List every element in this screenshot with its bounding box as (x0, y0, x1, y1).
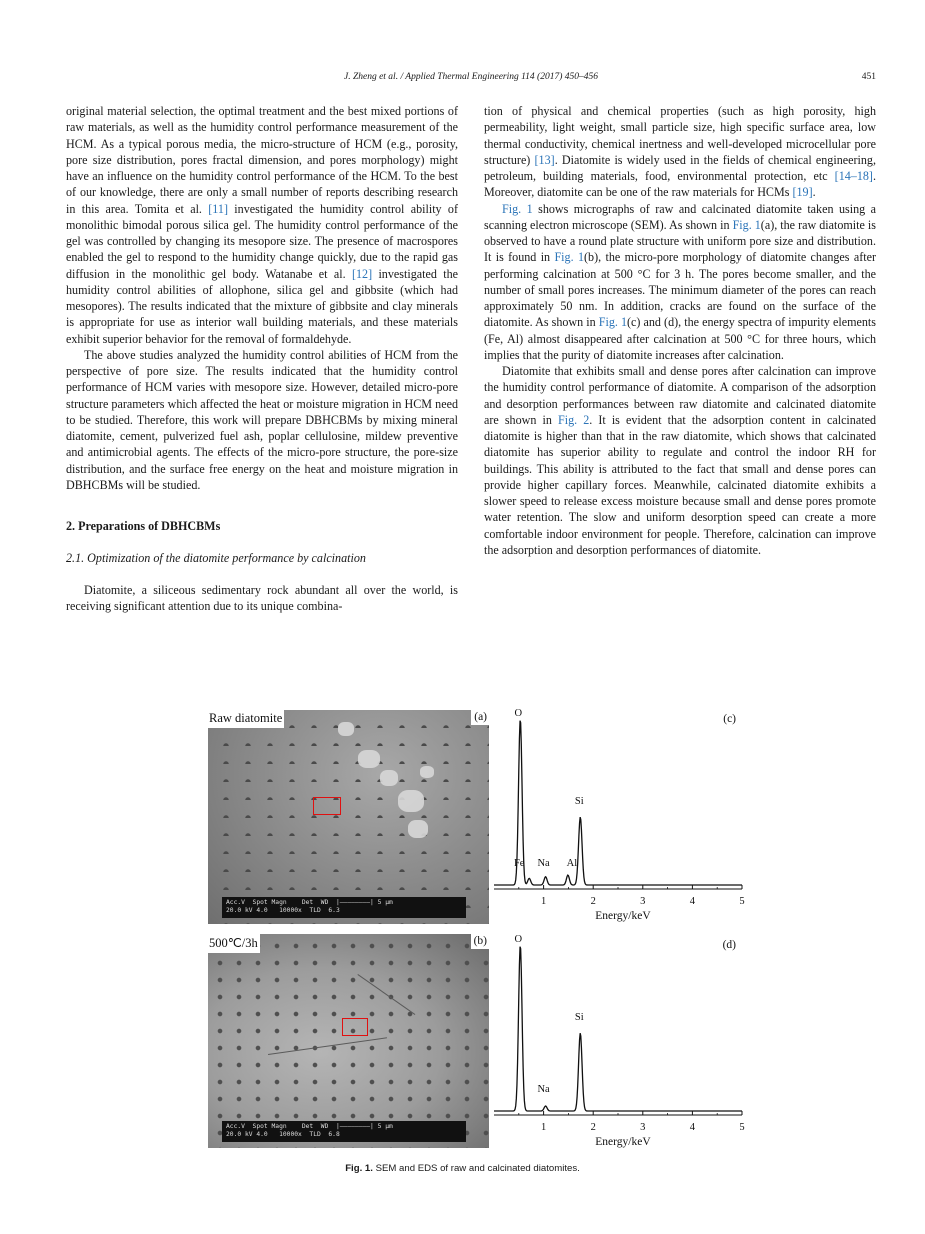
spectrum-line (494, 721, 742, 885)
spectrum-line (494, 947, 742, 1111)
citation-link[interactable]: [11] (208, 201, 228, 216)
text-run: (b), the micro-pore morphology of diatomite changes after performing calcination at 500 °C for 3 h. The pores become smaller, and the number of small pores increases. The minimum diameter of the pores can reach approximately 50 nm. In addition, cracks are found on the surface of the diatomite. As shown in (484, 250, 876, 330)
text-run: investigated the humidity control ability of monolithic bimodal porous silica gel. The humidity control performance of the gel was controlled by changing its mesopore size. The presence of macrospores enabled the gel to respond to the humidity change quickly, due to the rapid gas diffusion in the monolithic gel body. Watanabe et al. (66, 201, 458, 281)
particle (358, 750, 380, 768)
right-column (484, 103, 876, 558)
peak-label: O (514, 708, 523, 719)
text-run: . It is evident that the adsorption content in calcinated diatomite is higher than that in the raw diatomite, which shows that calcinated diatomite has superior ability to regulate and control the indoor RH for buildings. This ability is attributed to the fact that small and dense pores can provide higher capillary forces. Meanwhile, calcinated diatomite exhibits a slower speed to release excess moisture because small and dense pores promote water retention. The slow and uniform desorption speed can create a more comfortable indoor environment for people. Therefore, calcination can improve the adsorption and desorption performances of diatomite. (484, 412, 876, 557)
text-run: . Diatomite is widely used in the fields of chemical engineering, petroleum, building materials, food, environmental protection, etc (484, 152, 876, 183)
sem-image-raw (208, 710, 489, 924)
figure-link[interactable]: Fig. 1 (502, 201, 533, 216)
eds-spectrum-d (490, 934, 748, 1148)
x-axis-label: Energy/keV (595, 910, 651, 922)
particle (338, 722, 354, 736)
text-run: shows micrographs of raw and calcinated diatomite taken using a scanning electron microscope (SEM). As shown in (484, 201, 876, 232)
text-run: Diatomite that exhibits small and dense pores after calcination can improve the humidity control performance of diatomite. A comparison of the adsorption and desorption performances between raw diatomite and calcinated diatomite are shown in (484, 364, 876, 427)
figure-1 (208, 708, 748, 1158)
x-tick-label: 2 (590, 896, 596, 907)
x-axis-label: Energy/keV (595, 1136, 651, 1148)
text-run: (c) and (d), the energy spectra of impurity elements (Fe, Al) almost disappeared after calcination at 500 °C for three hours, which implies that the purity of diatomite increases after calcination. (484, 315, 876, 362)
paragraph (484, 103, 876, 201)
x-tick-label: 1 (540, 1122, 547, 1133)
caption-text: SEM and EDS of raw and calcinated diatomites. (372, 1163, 580, 1174)
peak-label: Na (537, 1084, 550, 1096)
x-tick-label: 4 (689, 896, 696, 907)
text-run: tion of physical and chemical properties (such as high porosity, high permeability, light weight, small particle size, high specific surface area, low thermal conductivity, chemical inertness and well-developed microcellular pore structure) (484, 104, 876, 167)
citation-link[interactable]: [19] (792, 185, 813, 200)
left-column (66, 103, 458, 615)
particle (398, 790, 424, 812)
text-run: . (812, 185, 816, 200)
figure-link[interactable]: Fig. 1 (598, 315, 628, 330)
running-header (66, 72, 876, 88)
sem-image-calcinated (208, 934, 489, 1148)
eds-chart (490, 708, 748, 922)
particle (380, 770, 398, 786)
peak-label: Si (574, 1011, 584, 1023)
x-tick-label: 5 (739, 896, 745, 907)
databar-line: 20.0 kV 4.0 10000x TLD 6.8 (226, 1130, 340, 1138)
databar-line: 20.0 kV 4.0 10000x TLD 6.3 (226, 906, 340, 914)
panel-label: (a) (471, 710, 489, 725)
particle (408, 820, 428, 838)
particle (420, 766, 434, 778)
x-tick-label: 4 (689, 1122, 696, 1133)
page-number: 451 (861, 72, 876, 82)
paragraph: Diatomite, a siliceous sedimentary rock abundant all over the world, is receiving significant attention due to its unique combina- (66, 583, 458, 614)
citation-link[interactable]: [13] (534, 152, 555, 167)
x-tick-label: 3 (640, 1122, 646, 1133)
crack (357, 974, 415, 1015)
citation-link[interactable]: [14–18] (834, 169, 873, 183)
figure-link[interactable]: Fig. 1 (554, 250, 584, 265)
region-of-interest (313, 797, 341, 815)
eds-spectrum-c (490, 708, 748, 922)
sem-databar (222, 1121, 466, 1142)
peak-label: O (514, 934, 523, 945)
section-heading: 2. Preparations of DBHCBMs (66, 519, 221, 533)
subsection-heading: 2.1. Optimization of the diatomite performance by calcination (66, 551, 366, 565)
x-tick-label: 5 (739, 1122, 745, 1133)
panel-title: 500℃/3h (208, 934, 260, 953)
text-run: . Moreover, diatomite can be one of the raw materials for HCMs (484, 169, 876, 200)
paragraph (484, 201, 876, 364)
text-run: investigated the humidity control abilities of allophone, silica gel and gibbsite (which had mesopores). The results indicated that the mixture of gibbsite and clay minerals is appropriate for use as interior wall building materials, and these materials exhibit superior behavior for the removal of formaldehyde. (66, 266, 459, 346)
paragraph (66, 103, 458, 347)
figure-caption (0, 1163, 925, 1174)
journal-citation: J. Zheng et al. / Applied Thermal Engineering 114 (2017) 450–456 (343, 72, 598, 82)
citation-link[interactable]: [12] (351, 266, 373, 281)
text-run: (a), the raw diatomite is observed to have a round plate structure with uniform pore size and distribution. It is found in (484, 217, 876, 265)
peak-label: Si (574, 795, 584, 807)
peak-label: Al (566, 858, 578, 870)
databar-line: Acc.V Spot Magn Det WD |————————| 5 μm (226, 899, 393, 906)
sem-databar (222, 897, 466, 918)
figure-link[interactable]: Fig. 1 (732, 217, 761, 232)
x-tick-label: 2 (590, 1122, 596, 1133)
region-of-interest (342, 1018, 368, 1036)
peak-label: Fe (513, 858, 525, 870)
x-tick-label: 1 (540, 896, 547, 907)
x-tick-label: 3 (640, 896, 646, 907)
crack (268, 1037, 387, 1055)
text-run: original material selection, the optimal treatment and the best mixed portions of raw materials, as well as the humidity control performance measurement of the HCM. As a typical porous media, the micro-structure of HCM (e.g., porosity, pore size distribution, pores fractal dimension, and pores morphology) might have an influence on the humidity control performance of the HCM. To the best of our knowledge, there are only a small number of reports describing research in this area. Tomita et al. (66, 104, 458, 216)
panel-title: Raw diatomite (208, 710, 284, 728)
eds-chart (490, 934, 748, 1148)
peak-label: Na (537, 858, 550, 870)
panel-label: (d) (722, 939, 736, 951)
panel-label: (c) (723, 713, 736, 725)
caption-label: Fig. 1. (345, 1163, 373, 1174)
figure-link[interactable]: Fig. 2 (557, 412, 590, 427)
paragraph (484, 363, 876, 558)
databar-line: Acc.V Spot Magn Det WD |————————| 5 μm (226, 1123, 393, 1130)
paragraph: The above studies analyzed the humidity control abilities of HCM from the perspective of pore size. The results indicated that the humidity control performance of HCM varies with mesopore size. However, detailed micro-pore structure parameters which affected the heat or moisture migration in HCM need to be studied. Therefore, this work will prepare DBHCBMs by mixing mineral diatomite, cement, pulverized fuel ash, poplar cellulosine, mildew preventive and antimicrobial agents. The effects of the micro-pore structure, the pore-size distribution, and the surface free energy on the heat and moisture migration in DBHCBMs will be studied. (66, 347, 458, 492)
panel-label: (b) (471, 934, 489, 949)
